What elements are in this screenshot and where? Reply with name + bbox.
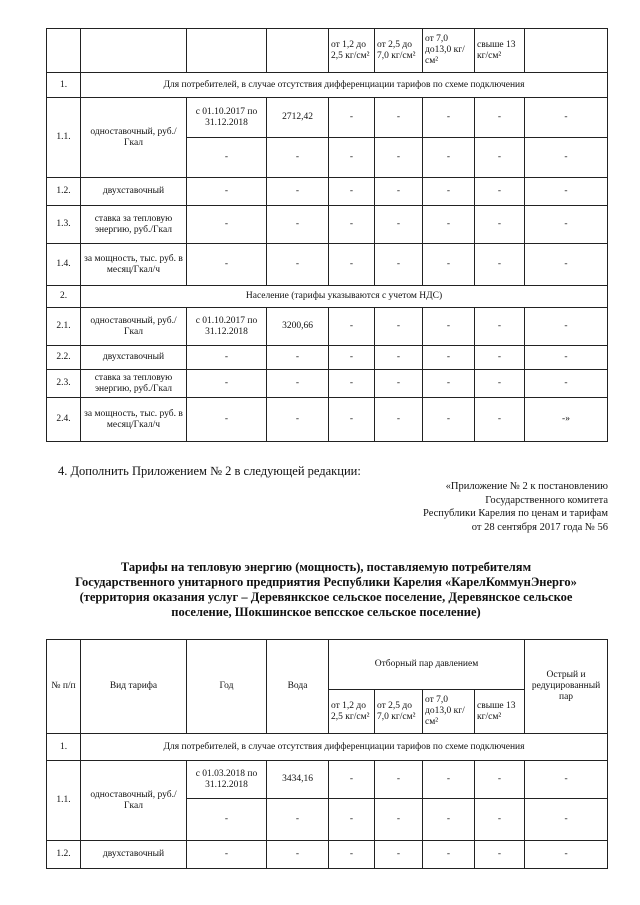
- row-number: 2.4.: [47, 398, 81, 442]
- tariff-table-continued: [46, 28, 608, 442]
- table-header-row: [47, 640, 608, 690]
- empty-value-dash: -: [187, 206, 267, 244]
- empty-value-dash: -: [187, 370, 267, 398]
- empty-value-dash: -: [375, 841, 423, 869]
- empty-value-dash: -: [475, 98, 525, 138]
- col-sharp-steam: Острый и редуцированный пар: [525, 640, 608, 734]
- empty-value-dash: -: [423, 138, 475, 178]
- empty-value-dash: -: [525, 799, 608, 841]
- empty-value-dash: -: [525, 308, 608, 346]
- empty-value-dash: -: [329, 799, 375, 841]
- empty-value-dash: -: [267, 206, 329, 244]
- table-row: [47, 206, 608, 244]
- row-number: 1.1.: [47, 98, 81, 178]
- empty-value-dash: -: [375, 398, 423, 442]
- closing-quote: -»: [525, 398, 608, 442]
- empty-value-dash: -: [423, 370, 475, 398]
- header-cell: от 1,2 до 2,5 кг/см²: [329, 690, 375, 734]
- header-cell: от 2,5 до 7,0 кг/см²: [375, 690, 423, 734]
- empty-value-dash: -: [375, 178, 423, 206]
- tariff-type: одноставочный, руб./Гкал: [81, 761, 187, 841]
- col-number: № п/п: [47, 640, 81, 734]
- empty-value-dash: -: [187, 138, 267, 178]
- empty-value-dash: -: [475, 178, 525, 206]
- tariff-type: ставка за тепловую энергию, руб./Гкал: [81, 370, 187, 398]
- water-value: 3434,16: [267, 761, 329, 799]
- tariff-type: одноставочный, руб./Гкал: [81, 98, 187, 178]
- appendix-reference: «Приложение № 2 к постановлению Государственного комитета Республики Карелия по ценам и тарифам от 28 сентября 2017 года № 56: [423, 481, 608, 533]
- section-row: [47, 286, 608, 308]
- tariff-type: одноставочный, руб./Гкал: [81, 308, 187, 346]
- empty-value-dash: -: [475, 138, 525, 178]
- header-cell: от 1,2 до 2,5 кг/см²: [329, 29, 375, 73]
- tariff-table-appendix-2: [46, 639, 608, 869]
- empty-value-dash: -: [187, 841, 267, 869]
- section-row: [47, 734, 608, 761]
- tariff-type: за мощность, тыс. руб. в месяц/Гкал/ч: [81, 244, 187, 286]
- empty-value-dash: -: [267, 841, 329, 869]
- tariff-type: ставка за тепловую энергию, руб./Гкал: [81, 206, 187, 244]
- empty-value-dash: -: [525, 138, 608, 178]
- empty-value-dash: -: [475, 841, 525, 869]
- table-row: [47, 841, 608, 869]
- table-row: [47, 244, 608, 286]
- header-cell: от 7,0 до13,0 кг/см²: [423, 29, 475, 73]
- empty-value-dash: -: [267, 244, 329, 286]
- empty-value-dash: -: [187, 178, 267, 206]
- tariff-type: двухставочный: [81, 178, 187, 206]
- empty-value-dash: -: [423, 761, 475, 799]
- empty-value-dash: -: [475, 244, 525, 286]
- table-row: [47, 308, 608, 346]
- col-year: Год: [187, 640, 267, 734]
- empty-value-dash: -: [475, 761, 525, 799]
- header-cell: свыше 13 кг/см²: [475, 29, 525, 73]
- period: с 01.10.2017 по 31.12.2018: [187, 98, 267, 138]
- empty-value-dash: -: [423, 98, 475, 138]
- table-row: [47, 761, 608, 799]
- empty-value-dash: -: [525, 244, 608, 286]
- table-row: [47, 98, 608, 138]
- table-row: [47, 346, 608, 370]
- empty-value-dash: -: [187, 799, 267, 841]
- section-label: Для потребителей, в случае отсутствия дифференциации тарифов по схеме подключения: [81, 734, 608, 761]
- empty-value-dash: -: [329, 98, 375, 138]
- row-number: 2.1.: [47, 308, 81, 346]
- header-cell: от 7,0 до13,0 кг/см²: [423, 690, 475, 734]
- empty-value-dash: -: [475, 346, 525, 370]
- section-label: Для потребителей, в случае отсутствия дифференциации тарифов по схеме подключения: [81, 73, 608, 98]
- empty-value-dash: -: [267, 346, 329, 370]
- table-header-row: [47, 29, 608, 73]
- document-title: Тарифы на тепловую энергию (мощность), поставляемую потребителям Государственного унитарного предприятия Республики Карелия «КарелКоммунЭнерго» (территория оказания услуг – Деревянкское сельское поселение, Деревянское сельское поселение, Шокшинское вепсское сельское поселение): [75, 560, 577, 619]
- header-cell: свыше 13 кг/см²: [475, 690, 525, 734]
- empty-value-dash: -: [475, 206, 525, 244]
- empty-value-dash: -: [267, 178, 329, 206]
- col-steam: Отборный пар давлением: [329, 640, 525, 690]
- empty-value-dash: -: [187, 346, 267, 370]
- period: с 01.03.2018 по 31.12.2018: [187, 761, 267, 799]
- empty-value-dash: -: [475, 370, 525, 398]
- empty-value-dash: -: [375, 799, 423, 841]
- water-value: 2712,42: [267, 98, 329, 138]
- table-row: [47, 178, 608, 206]
- empty-value-dash: -: [375, 98, 423, 138]
- empty-value-dash: -: [329, 370, 375, 398]
- empty-value-dash: -: [375, 346, 423, 370]
- empty-value-dash: -: [375, 761, 423, 799]
- row-number: 1.4.: [47, 244, 81, 286]
- amendment-paragraph: 4. Дополнить Приложением № 2 в следующей редакции:: [58, 464, 361, 478]
- empty-value-dash: -: [525, 370, 608, 398]
- tariff-type: двухставочный: [81, 346, 187, 370]
- empty-value-dash: -: [525, 761, 608, 799]
- empty-value-dash: -: [475, 308, 525, 346]
- tariff-type: двухставочный: [81, 841, 187, 869]
- row-number: 1.3.: [47, 206, 81, 244]
- empty-value-dash: -: [329, 308, 375, 346]
- tariff-type: за мощность, тыс. руб. в месяц/Гкал/ч: [81, 398, 187, 442]
- empty-value-dash: -: [475, 398, 525, 442]
- empty-value-dash: -: [525, 178, 608, 206]
- empty-value-dash: -: [525, 346, 608, 370]
- row-number: 1.1.: [47, 761, 81, 841]
- row-number: 1.: [47, 73, 81, 98]
- water-value: 3200,66: [267, 308, 329, 346]
- empty-value-dash: -: [475, 799, 525, 841]
- empty-value-dash: -: [423, 308, 475, 346]
- empty-value-dash: -: [423, 398, 475, 442]
- empty-value-dash: -: [525, 206, 608, 244]
- row-number: 2.2.: [47, 346, 81, 370]
- col-tariff-type: Вид тарифа: [81, 640, 187, 734]
- empty-value-dash: -: [375, 308, 423, 346]
- empty-value-dash: -: [267, 370, 329, 398]
- table-row: [47, 370, 608, 398]
- empty-value-dash: -: [423, 244, 475, 286]
- empty-value-dash: -: [375, 206, 423, 244]
- empty-value-dash: -: [423, 841, 475, 869]
- section-label: Население (тарифы указываются с учетом НДС): [81, 286, 608, 308]
- empty-value-dash: -: [329, 398, 375, 442]
- row-number: 1.2.: [47, 841, 81, 869]
- empty-value-dash: -: [267, 398, 329, 442]
- row-number: 1.: [47, 734, 81, 761]
- empty-value-dash: -: [329, 206, 375, 244]
- empty-value-dash: -: [329, 138, 375, 178]
- empty-value-dash: -: [187, 244, 267, 286]
- table-row: [47, 398, 608, 442]
- row-number: 2.3.: [47, 370, 81, 398]
- empty-value-dash: -: [329, 841, 375, 869]
- empty-value-dash: -: [267, 799, 329, 841]
- empty-value-dash: -: [329, 761, 375, 799]
- section-row: [47, 73, 608, 98]
- empty-value-dash: -: [525, 98, 608, 138]
- empty-value-dash: -: [267, 138, 329, 178]
- empty-value-dash: -: [423, 178, 475, 206]
- row-number: 1.2.: [47, 178, 81, 206]
- empty-value-dash: -: [375, 370, 423, 398]
- empty-value-dash: -: [187, 398, 267, 442]
- empty-value-dash: -: [375, 138, 423, 178]
- empty-value-dash: -: [423, 206, 475, 244]
- empty-value-dash: -: [329, 178, 375, 206]
- col-water: Вода: [267, 640, 329, 734]
- empty-value-dash: -: [329, 244, 375, 286]
- empty-value-dash: -: [423, 799, 475, 841]
- empty-value-dash: -: [375, 244, 423, 286]
- row-number: 2.: [47, 286, 81, 308]
- empty-value-dash: -: [329, 346, 375, 370]
- empty-value-dash: -: [423, 346, 475, 370]
- period: с 01.10.2017 по 31.12.2018: [187, 308, 267, 346]
- header-cell: от 2,5 до 7,0 кг/см²: [375, 29, 423, 73]
- empty-value-dash: -: [525, 841, 608, 869]
